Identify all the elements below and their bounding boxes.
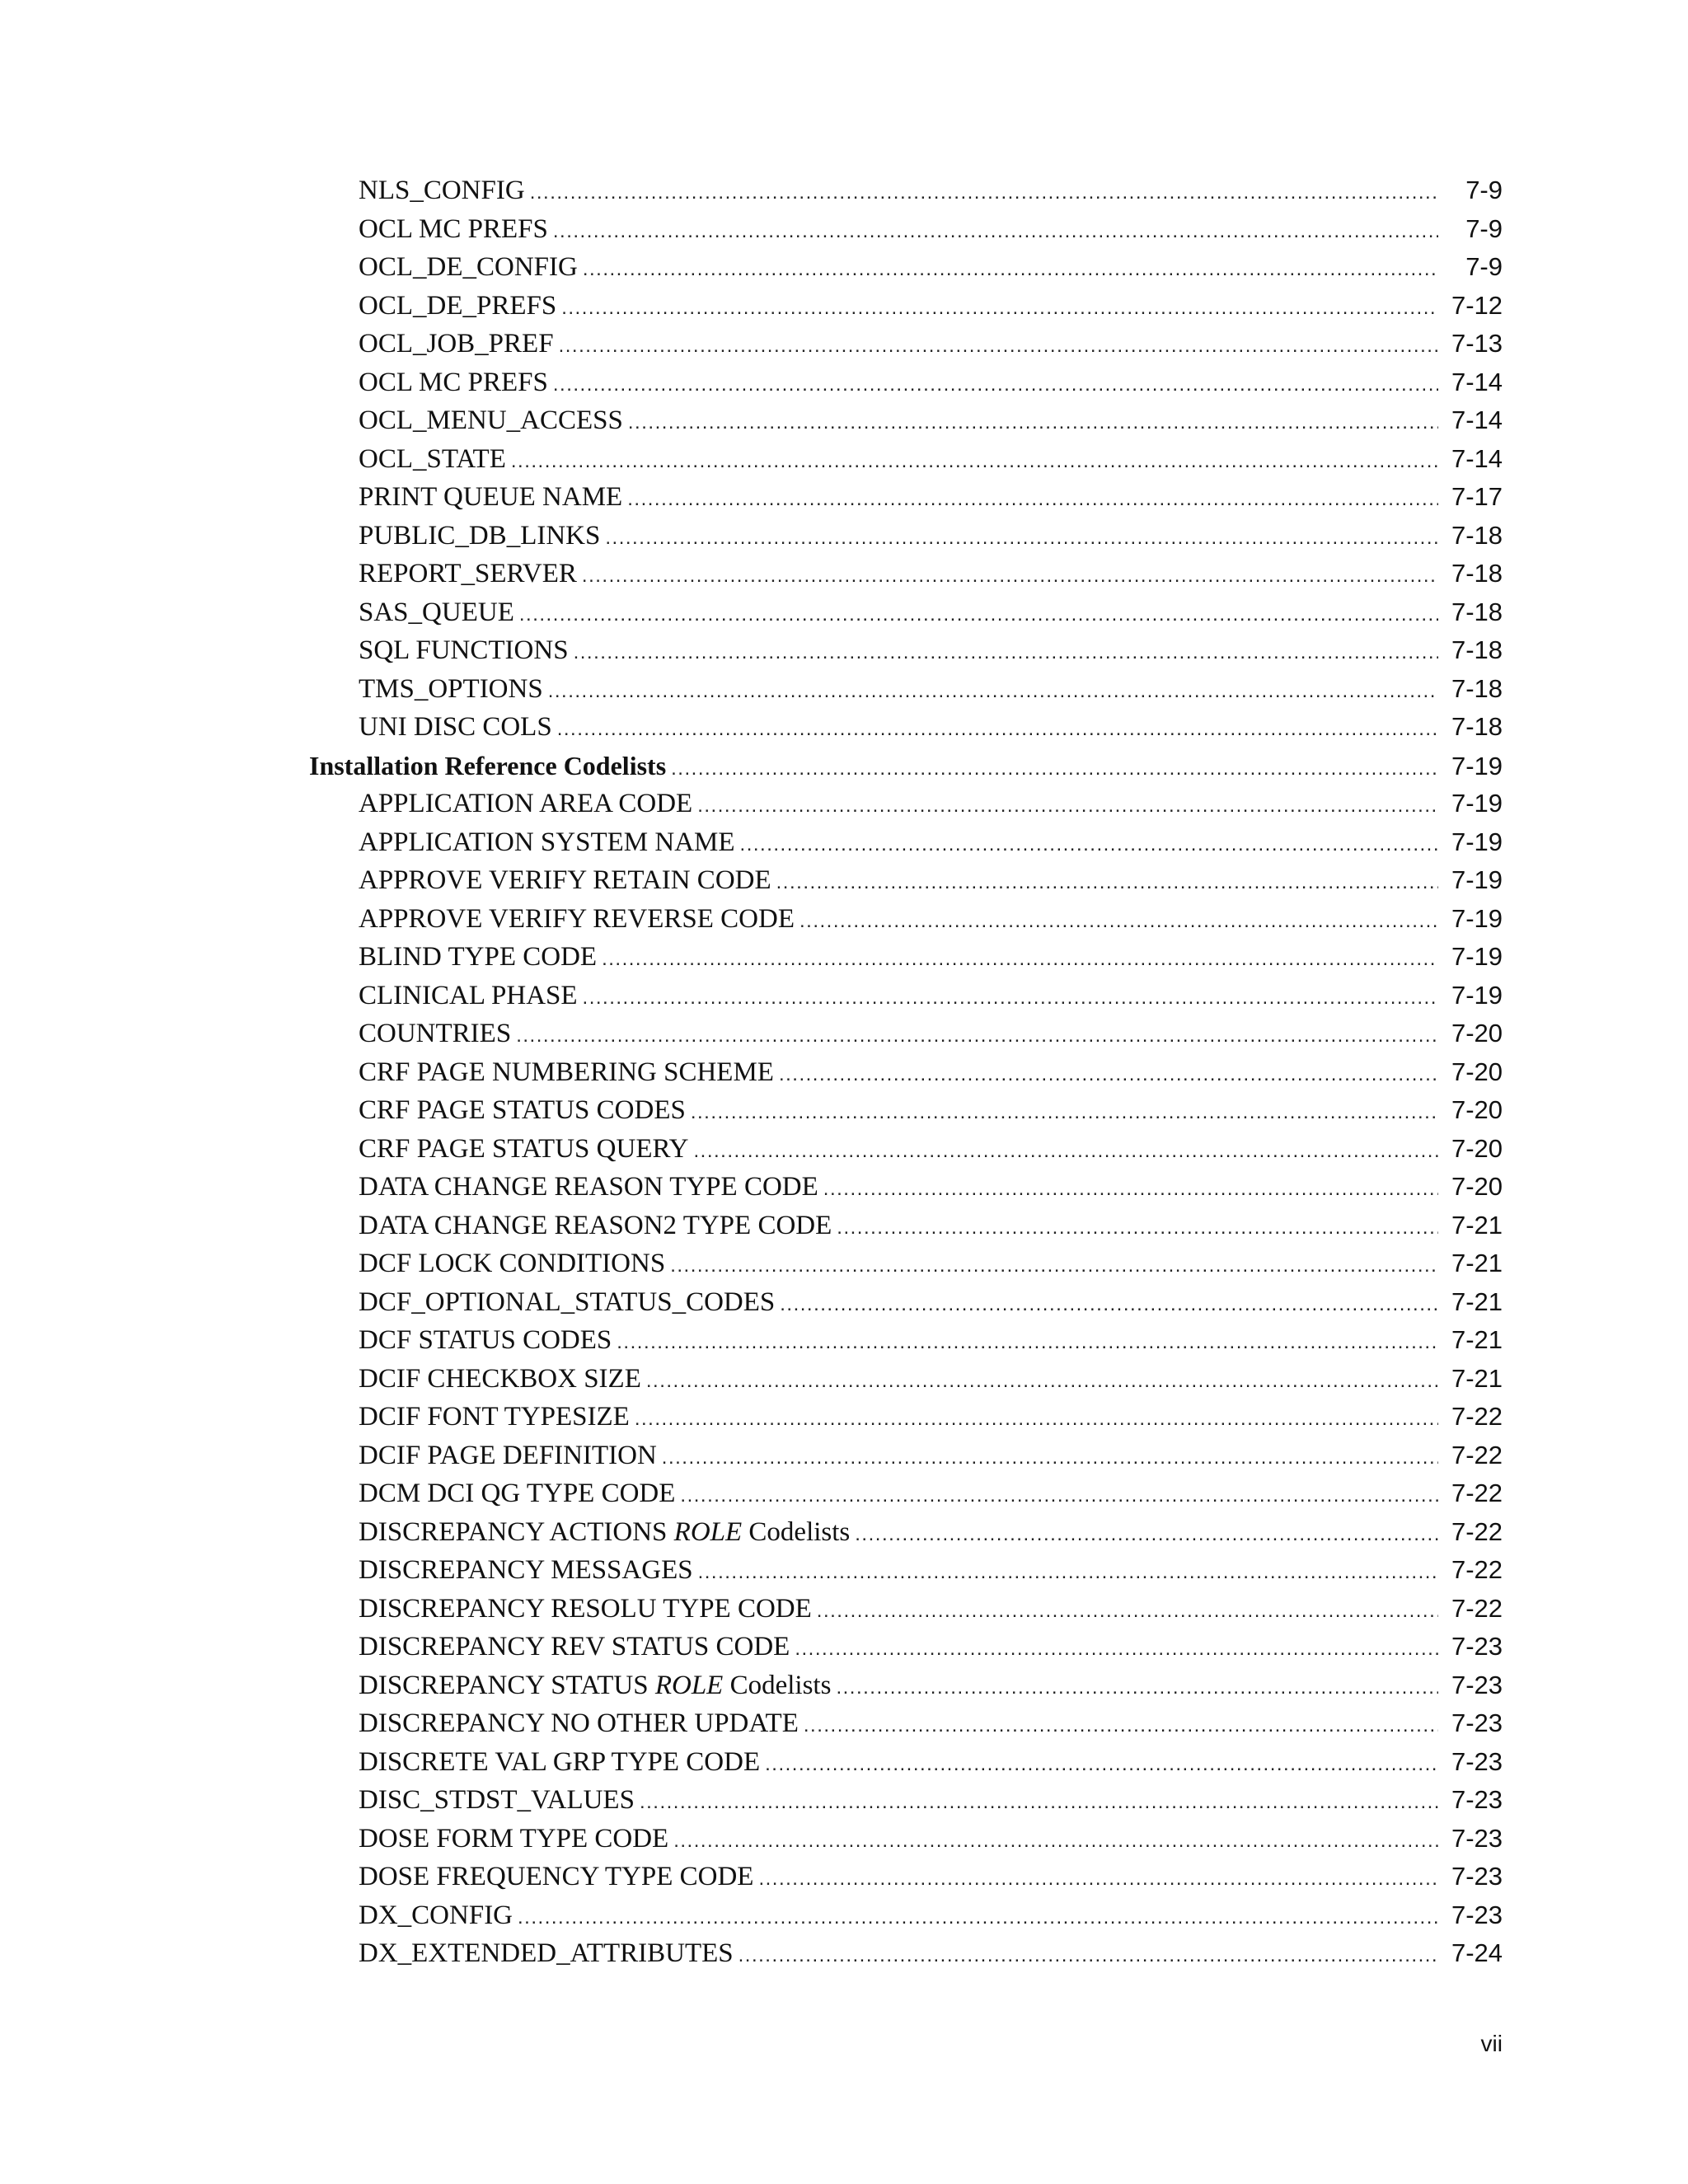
toc-entry-page: 7-21 [1451,1286,1503,1316]
toc-entry-page: 7-23 [1451,1900,1503,1929]
toc-section-heading[interactable] [309,747,1503,785]
dot-leader [516,1017,1438,1056]
toc-entry-title [359,1244,665,1283]
toc-entry-title [359,938,597,977]
toc-entry[interactable] [309,1704,1503,1743]
toc-entry-title [359,517,600,555]
toc-entry-title [359,1283,775,1322]
toc-entry[interactable] [309,1551,1503,1590]
toc-entry-title [359,1321,612,1360]
toc-entry-title [359,1015,511,1053]
toc-entry-title [359,171,525,210]
toc-entry-title-italic: ROLE [654,1670,724,1700]
toc-entry-page: 7-21 [1451,1249,1503,1277]
dot-leader [605,519,1438,558]
toc-entry-title-text: SQL FUNCTIONS [359,635,569,665]
toc-entry-title-text: DISCREPANCY STATUS [359,1670,655,1700]
toc-entry[interactable] [309,1858,1503,1896]
toc-entry-page: 7-20 [1451,1172,1503,1201]
toc-entry-title [359,1474,675,1513]
dot-leader [559,327,1438,366]
dot-leader [662,1439,1438,1478]
toc-entry-title-text: Installation Reference Codelists [309,750,667,780]
toc-entry-title-text: DATA CHANGE REASON2 TYPE CODE [359,1210,832,1240]
toc-entry-page: 7-19 [1451,980,1503,1010]
toc-entry-title [359,555,577,593]
toc-entry-page: 7-9 [1465,252,1503,281]
toc-entry-title [359,1666,831,1705]
toc-entry-title-text: OCL_JOB_PREF [359,329,554,359]
toc-entry-title-text: DX_EXTENDED_ATTRIBUTES [359,1938,734,1968]
toc-entry-page: 7-14 [1451,367,1503,396]
toc-entry-title [359,861,771,900]
toc-entry-title-text: DCF_OPTIONAL_STATUS_CODES [359,1286,776,1317]
toc-entry-page: 7-21 [1451,1325,1503,1354]
toc-entry-page: 7-23 [1451,1785,1503,1814]
toc-entry-page: 7-18 [1451,673,1503,703]
dot-leader [837,1209,1438,1248]
dot-leader [740,826,1438,865]
dot-leader [698,1554,1438,1592]
toc-entry-page: 7-9 [1465,176,1503,204]
toc-entry-title-text: DCF STATUS CODES [359,1325,612,1355]
toc-entry-title-text: DCIF PAGE DEFINITION [359,1440,657,1470]
toc-entry-title [309,747,666,785]
toc-entry[interactable] [309,670,1503,709]
toc-entry-title [359,363,548,402]
toc-entry[interactable] [309,210,1503,249]
toc-entry-title [359,287,556,326]
toc-entry[interactable] [309,1628,1503,1666]
toc-entry-title-text: OCL MC PREFS [359,213,548,244]
dot-leader [694,1132,1439,1171]
dot-leader [582,557,1438,596]
toc-entry-title-suffix: Codelists [742,1516,851,1547]
toc-entry[interactable] [309,325,1503,363]
toc-entry-page: 7-23 [1451,1862,1503,1891]
dot-leader [561,289,1438,328]
dot-leader [795,1630,1438,1669]
toc-entry-page: 7-18 [1451,712,1503,741]
toc-entry[interactable] [309,593,1503,632]
dot-leader [817,1592,1438,1631]
toc-entry-title-text: DISCREPANCY ACTIONS [359,1516,674,1547]
toc-entry-title-text: SAS_QUEUE [359,597,514,627]
toc-entry-page: 7-22 [1451,1440,1503,1469]
toc-entry-title-text: TMS_OPTIONS [359,673,543,704]
toc-entry-title-text: APPLICATION AREA CODE [359,789,693,818]
toc-entry-title [359,1820,668,1858]
dot-leader [627,480,1438,519]
toc-entry[interactable] [309,1743,1503,1782]
toc-entry-page: 7-12 [1451,290,1503,320]
toc-entry[interactable] [309,1666,1503,1705]
toc-entry-title-text: DX_CONFIG [359,1900,513,1930]
toc-entry[interactable] [309,1590,1503,1629]
toc-entry-title-text: DISCREPANCY NO OTHER UPDATE [359,1708,799,1738]
toc-entry[interactable] [309,708,1503,747]
toc-entry-title-text: CRF PAGE NUMBERING SCHEME [359,1057,774,1087]
toc-entry-title-text: DOSE FORM TYPE CODE [359,1823,669,1854]
toc-entry-page: 7-14 [1451,443,1503,473]
toc-entry-title [359,785,692,823]
toc-entry-page: 7-13 [1451,329,1503,358]
toc-entry[interactable] [309,401,1503,440]
toc-entry[interactable] [309,785,1503,823]
toc-entry-title-text: DISCREPANCY MESSAGES [359,1555,693,1585]
toc-entry-title-text: OCL_MENU_ACCESS [359,405,623,435]
toc-entry-page: 7-18 [1451,635,1503,664]
toc-entry-title-text: DCIF FONT TYPESIZE [359,1402,630,1432]
dot-leader [553,366,1438,405]
toc-entry-title [359,900,795,939]
toc-entry[interactable] [309,1015,1503,1053]
toc-entry[interactable] [309,861,1503,900]
toc-entry[interactable] [309,517,1503,555]
page-number: vii [1480,2031,1503,2056]
toc-entry-title [359,401,623,440]
dot-leader [836,1669,1438,1708]
toc-entry-title-text: DOSE FREQUENCY TYPE CODE [359,1862,754,1891]
toc-entry-title-text: DISCRETE VAL GRP TYPE CODE [359,1746,761,1777]
toc-entry[interactable] [309,1398,1503,1436]
dot-leader [583,251,1438,289]
dot-leader [583,979,1438,1018]
toc-entry[interactable] [309,1053,1503,1092]
toc-entry-title-text: OCL_DE_PREFS [359,290,557,321]
toc-entry-page: 7-19 [1451,789,1503,818]
dot-leader [673,1822,1438,1861]
toc-entry[interactable] [309,1781,1503,1820]
toc-entry-title [359,1704,799,1743]
toc-entry-title [359,593,514,632]
toc-entry[interactable] [309,823,1503,862]
dot-leader [799,902,1438,941]
toc-entry-page: 7-20 [1451,1057,1503,1086]
toc-entry[interactable] [309,1130,1503,1169]
toc-entry-page: 7-22 [1451,1593,1503,1623]
toc-entry-title [359,248,578,287]
toc-entry-page: 7-22 [1451,1402,1503,1431]
toc-entry-title [359,1551,693,1590]
toc-entry-page: 7-14 [1451,405,1503,434]
toc-entry-title [359,708,552,747]
toc-entry-title-text: OCL_STATE [359,443,506,474]
toc-entry-title [359,823,735,862]
toc-entry-title [359,1130,689,1169]
toc-entry[interactable] [309,1513,1503,1552]
toc-entry-page: 7-21 [1451,1210,1503,1240]
dot-leader [617,1324,1438,1362]
toc-entry-title-text: PUBLIC_DB_LINKS [359,520,601,551]
toc-entry-title-text: DCIF CHECKBOX SIZE [359,1363,641,1394]
table-of-contents [309,171,1503,1973]
toc-entry-title [359,631,569,670]
dot-leader [602,940,1438,979]
toc-entry[interactable] [309,631,1503,670]
toc-entry[interactable] [309,900,1503,939]
toc-entry-title-text: APPROVE VERIFY RETAIN CODE [359,865,771,895]
toc-entry-title-text: OCL_DE_CONFIG [359,252,578,282]
toc-entry-title-text: NLS_CONFIG [359,176,525,205]
toc-entry-page: 7-20 [1451,1019,1503,1047]
dot-leader [511,443,1438,481]
toc-entry[interactable] [309,977,1503,1015]
toc-entry-title [359,977,578,1015]
dot-leader [519,596,1438,635]
toc-entry-page: 7-20 [1451,1133,1503,1163]
dot-leader [780,1286,1438,1324]
toc-entry-page: 7-19 [1451,751,1503,780]
toc-entry-page: 7-21 [1451,1363,1503,1393]
dot-leader [765,1746,1438,1784]
toc-entry-title-text: OCL MC PREFS [359,367,548,397]
toc-entry-title [359,325,554,363]
toc-entry-title-text: DCM DCI QG TYPE CODE [359,1479,676,1508]
toc-entry[interactable] [309,440,1503,479]
toc-entry-title-text: BLIND TYPE CODE [359,942,598,972]
toc-entry-title [359,1436,657,1475]
dot-leader [530,174,1438,213]
dot-leader [548,673,1438,711]
toc-entry-title [359,1896,513,1935]
toc-entry-page: 7-19 [1451,942,1503,971]
toc-entry-title [359,1360,641,1399]
dot-leader [779,1056,1438,1094]
toc-entry-page: 7-19 [1451,903,1503,933]
toc-entry-page: 7-22 [1451,1555,1503,1584]
dot-leader [670,1247,1438,1286]
toc-entry-page: 7-23 [1451,1670,1503,1699]
toc-entry-page: 7-18 [1451,559,1503,588]
dot-leader [635,1400,1438,1439]
toc-entry-title-text: APPROVE VERIFY REVERSE CODE [359,903,795,934]
toc-entry-title [359,1628,790,1666]
toc-entry[interactable] [309,1168,1503,1207]
toc-entry-title [359,670,543,709]
toc-entry[interactable] [309,478,1503,517]
toc-entry-title [359,210,548,249]
dot-leader [628,404,1438,443]
toc-entry-title-text: DATA CHANGE REASON TYPE CODE [359,1172,818,1202]
dot-leader [680,1477,1438,1516]
toc-entry[interactable] [309,1360,1503,1399]
toc-entry-title [359,1781,635,1820]
toc-entry-page: 7-20 [1451,1095,1503,1124]
toc-entry-page: 7-23 [1451,1632,1503,1661]
toc-entry[interactable] [309,287,1503,326]
toc-entry-page: 7-18 [1451,520,1503,550]
toc-entry[interactable] [309,1436,1503,1475]
toc-entry-title-text: CLINICAL PHASE [359,980,578,1010]
toc-entry-page: 7-22 [1451,1479,1503,1507]
toc-entry-title [359,1398,630,1436]
toc-entry[interactable] [309,1244,1503,1283]
dot-leader [574,634,1438,673]
toc-entry[interactable] [309,1321,1503,1360]
toc-entry-page: 7-23 [1451,1708,1503,1737]
toc-entry-page: 7-18 [1451,597,1503,626]
toc-entry-page: 7-17 [1451,482,1503,511]
dot-leader [646,1362,1438,1401]
toc-entry-title-text: CRF PAGE STATUS QUERY [359,1133,689,1164]
toc-entry-title-text: DISCREPANCY RESOLU TYPE CODE [359,1593,812,1624]
toc-entry-title [359,1934,734,1973]
toc-entry[interactable] [309,555,1503,593]
dot-leader [758,1860,1438,1899]
toc-entry-page: 7-23 [1451,1746,1503,1776]
toc-entry[interactable] [309,1091,1503,1130]
toc-entry-title-italic: ROLE [673,1516,743,1547]
dot-leader [697,787,1438,826]
toc-entry-title [359,1513,850,1552]
toc-entry-title-text: APPLICATION SYSTEM NAME [359,827,735,857]
dot-leader [691,1094,1438,1132]
toc-entry-title [359,440,506,479]
toc-entry-page: 7-23 [1451,1823,1503,1853]
toc-entry[interactable] [309,1207,1503,1245]
dot-leader [557,710,1438,749]
toc-entry-title-text: CRF PAGE STATUS CODES [359,1095,686,1125]
toc-entry-title [359,1858,753,1896]
dot-leader [855,1516,1438,1554]
toc-entry-title-text: PRINT QUEUE NAME [359,482,623,512]
dot-leader [553,213,1438,251]
toc-entry-title [359,1590,812,1629]
toc-entry-page: 7-19 [1451,827,1503,856]
toc-entry[interactable] [309,171,1503,210]
toc-entry-title-text: UNI DISC COLS [359,712,552,742]
toc-entry-page: 7-19 [1451,865,1503,894]
toc-entry-title-text: DISC_STDST_VALUES [359,1785,635,1815]
toc-entry-title [359,478,622,517]
dot-leader [671,750,1438,789]
toc-entry-title-text: DCF LOCK CONDITIONS [359,1249,666,1278]
toc-entry-title-text: REPORT_SERVER [359,559,577,588]
toc-entry-title [359,1053,774,1092]
toc-entry-title [359,1207,832,1245]
toc-entry-page: 7-22 [1451,1516,1503,1546]
toc-entry[interactable] [309,1896,1503,1935]
toc-entry-title-text: DISCREPANCY REV STATUS CODE [359,1632,790,1661]
toc-entry[interactable] [309,1283,1503,1322]
dot-leader [823,1170,1438,1209]
toc-entry-title-suffix: Codelists [723,1670,832,1700]
toc-entry-page: 7-9 [1465,213,1503,243]
toc-entry[interactable] [309,1474,1503,1513]
toc-entry[interactable] [309,1820,1503,1858]
toc-entry-page: 7-24 [1451,1938,1503,1967]
toc-entry-title [359,1168,818,1207]
toc-entry[interactable] [309,248,1503,287]
toc-entry-title-text: COUNTRIES [359,1019,512,1048]
dot-leader [738,1937,1438,1975]
dot-leader [640,1783,1438,1822]
toc-entry-title [359,1091,686,1130]
toc-entry[interactable] [309,1934,1503,1973]
toc-entry-title [359,1743,760,1782]
toc-entry[interactable] [309,363,1503,402]
dot-leader [518,1899,1438,1938]
toc-entry[interactable] [309,938,1503,977]
dot-leader [804,1707,1438,1746]
dot-leader [776,864,1438,902]
